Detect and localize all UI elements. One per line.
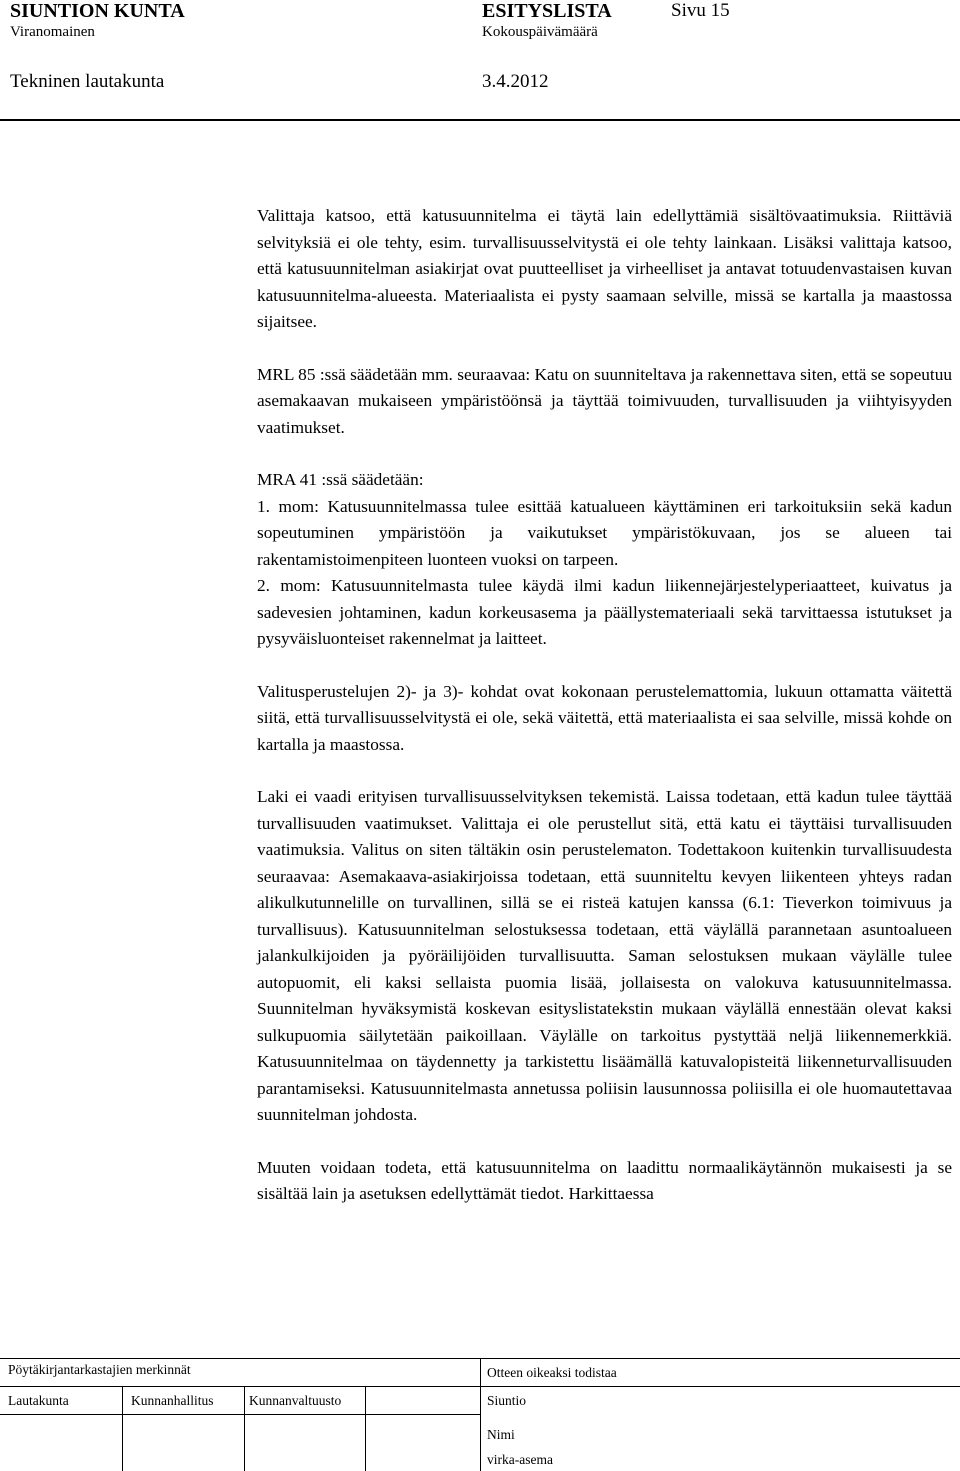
authority-name: Tekninen lautakunta xyxy=(10,71,165,92)
page-number: Sivu 15 xyxy=(671,0,730,21)
paragraph-grounds: Valitusperustelujen 2)- ja 3)- kohdat ovat kokonaan perustelemattomia, lukuun ottamatta väitettä siitä, että turvallisuusselvitystä ei ole, sekä väitettä, että materiaalista ei saa selville, missä kohde on kartalla ja maastossa. xyxy=(257,681,952,754)
footer-name-label: Nimi xyxy=(487,1427,515,1442)
examiners-label: Pöytäkirjantarkastajien merkinnät xyxy=(8,1362,191,1377)
footer-col-divider-2 xyxy=(244,1386,245,1471)
footer-col-lautakunta: Lautakunta xyxy=(8,1393,69,1408)
footer-col-divider-1 xyxy=(122,1386,123,1471)
document-type: ESITYSLISTA xyxy=(482,0,612,22)
footer-col-kunnanhallitus: Kunnanhallitus xyxy=(131,1393,214,1408)
paragraph-appeal-claim: Valittaja katsoo, että katusuunnitelma ei täytä lain edellyttämiä sisältövaatimuksia. Riittäviä selvityksiä ei ole tehty, esim. turvallisuusselvitystä ei ole tehty lainkaan. Lisäksi valittaja katsoo, että katusuunnitelman asiakirjat ovat puutteelliset ja virheelliset ja antavat totuudenvastaisen kuvan katusuunnitelma-alueesta. Materiaalista ei pysty saamaan selville, missä se kartalla ja maastossa sijaitsee. xyxy=(257,206,952,331)
paragraph-mrl-85: MRL 85 :ssä säädetään mm. seuraavaa: Katu on suunniteltava ja rakennettava siten, että se sopeutuu asemakaavan mukaiseen ympäristöönsä ja täyttää toimivuuden, turvallisuuden ja viihtyisyyden vaatimukset. xyxy=(257,364,952,437)
authority-label: Viranomainen xyxy=(10,24,95,40)
paragraph-mra-41-item-1: 1. mom: Katusuunnitelmassa tulee esittää katualueen käyttäminen eri tarkoituksiin sekä kadun sopeutuminen ympäristöön ja vaikutukset ympäristökuvaan, jos se alueen tai rakentamistoimenpiteen luonteen vuoksi on tarpeen. xyxy=(257,496,952,569)
paragraph-conclusion: Muuten voidaan todeta, että katusuunnitelma on laadittu normaalikäytännön mukaisesti ja se sisältää lain ja asetuksen edellyttämät tiedot. Harkittaessa xyxy=(257,1157,952,1203)
footer-place: Siuntio xyxy=(487,1393,527,1408)
paragraph-mra-41-heading: MRA 41 :ssä säädetään: xyxy=(257,470,424,489)
certified-copy-label: Otteen oikeaksi todistaa xyxy=(487,1365,617,1380)
footer-col-divider-3 xyxy=(365,1386,366,1471)
paragraph-mra-41-item-2: 2. mom: Katusuunnitelmasta tulee käydä ilmi kadun liikennejärjestelyperiaatteet, kuivatus ja sadevesien johtaminen, kadun korkeusasema ja päällystemateriaali sekä tarvittaessa istutukset ja pysyväisluonteiset rakennelmat ja laitteet. xyxy=(257,576,952,648)
meeting-date-label: Kokouspäivämäärä xyxy=(482,24,598,40)
header-rule xyxy=(0,119,960,121)
footer-title-label: virka-asema xyxy=(487,1452,553,1467)
paragraph-safety: Laki ei vaadi erityisen turvallisuusselvityksen tekemistä. Laissa todetaan, että kadun tulee täyttää turvallisuuden vaatimukset. Valittaja ei ole perustellut sitä, että katu ei täyttäisi turvallisuuden vaatimuksia. Valitus on siten tältäkin osin perustelematon. Todettakoon kuitenkin turvallisuudesta seuraavaa: Asemakaava-asiakirjoissa todetaan, että suunniteltu kevyen liikenteen yhteys radan alikulkutunnelille on turvallinen, sillä se ei risteä katujen kanssa (6.1: Tieverkon toimivuus ja turvallisuus). Katusuunnitelman selostuksessa todetaan, että väylällä parannetaan asuntoalueen jalankulkijoiden ja pyöräilijöiden turvallisuutta. Saman selostuksen mukaan väylälle tulee autopuomit, eli kaksi sellaista puomia lisää, jollaisesta on valokuva katusuunnitelmassa. Suunnitelman hyväksymistä koskevan esityslistatekstin mukaan väylällä ennestään olevat kaksi sulkupuomia säilytetään paikoillaan. Väylälle on tarkoitus pystyttää neljä liikennemerkkiä. Katusuunnitelmaa on täydennetty ja tarkistettu lisäämällä katuvalopisteitä liikenneturvallisuuden parantamiseksi. Katusuunnitelmasta annetussa poliisin lausunnossa poliisilla ei ole huomautettavaa suunnitelman johdosta. xyxy=(257,787,952,1124)
document-body xyxy=(257,203,952,1208)
footer-col-kunnanvaltuusto: Kunnanvaltuusto xyxy=(249,1393,342,1408)
footer-columns-rule xyxy=(0,1414,480,1415)
footer-mid-rule xyxy=(0,1386,960,1387)
footer-center-divider xyxy=(480,1358,481,1471)
municipality-name: SIUNTION KUNTA xyxy=(10,0,185,22)
meeting-date: 3.4.2012 xyxy=(482,71,549,92)
